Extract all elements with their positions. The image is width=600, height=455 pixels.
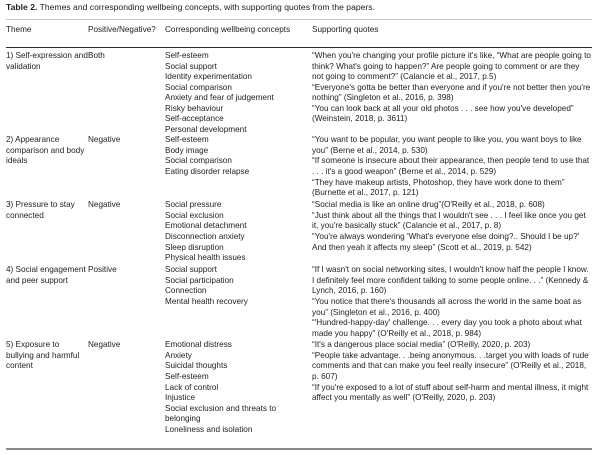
concept-item: Social participation bbox=[165, 275, 234, 285]
concept-item: Emotional distress bbox=[165, 340, 232, 350]
table-caption bbox=[6, 2, 375, 13]
quotes-cell bbox=[312, 340, 592, 435]
concept-item: Social pressure bbox=[165, 200, 222, 210]
quote-item: “People take advantage. . .being anonymous. . .target you with loads of rude comments and that can make you feel really insecure” (O'Reilly et al., 2018, p. 607) bbox=[312, 350, 589, 382]
theme-cell: 3) Pressure to stay connected bbox=[6, 200, 75, 220]
theme-cell: 4) Social engagement and peer support bbox=[6, 265, 86, 285]
concept-item: Self-esteem bbox=[165, 372, 209, 382]
concept-item: Injustice bbox=[165, 393, 196, 403]
concept-item: Lack of control bbox=[165, 382, 219, 392]
themes-table bbox=[6, 23, 592, 435]
concept-item: Loneliness and isolation bbox=[165, 424, 253, 434]
concept-item: Body image bbox=[165, 145, 209, 155]
quotes-cell bbox=[312, 47, 592, 135]
concept-item: Social support bbox=[165, 61, 217, 71]
quote-item: “You notice that there's thousands all across the world in the same boat as you” (Singleton et al., 2016, p. 400) bbox=[312, 297, 582, 317]
quote-item: “Social media is like an online drug”(O'Reilly et al., 2018, p. 608) bbox=[312, 200, 545, 210]
quote-item: “They have makeup artists, Photoshop, they have work done to them” (Burnette et al., 2017, p. 121) bbox=[312, 177, 565, 198]
theme-cell: 2) Appearance comparison and body ideals bbox=[6, 135, 85, 166]
theme-cell: 1) Self-expression and validation bbox=[6, 51, 88, 71]
concepts-cell bbox=[165, 200, 312, 265]
concept-item: Self-esteem bbox=[165, 135, 209, 145]
concept-item: Physical health issues bbox=[165, 253, 246, 263]
quote-item: “If someone is insecure about their appearance, then people tend to use that . . . it's a good weapon” (Berne et al., 2014, p. 529) bbox=[312, 156, 590, 177]
concept-item: Eating disorder relapse bbox=[165, 167, 250, 177]
table-row bbox=[6, 265, 592, 340]
concept-item: Self-acceptance bbox=[165, 114, 224, 124]
concept-item: Personal development bbox=[165, 124, 247, 134]
concept-item: Social exclusion and threats to belonging bbox=[165, 403, 277, 424]
polarity-cell: Negative bbox=[88, 135, 121, 145]
concept-item: Self-esteem bbox=[165, 51, 209, 60]
concept-item: Risky behaviour bbox=[165, 103, 224, 113]
concept-item: Identity experimentation bbox=[165, 72, 252, 82]
concepts-cell bbox=[165, 265, 312, 340]
concept-item: Disconnection anxiety bbox=[165, 232, 245, 242]
quotes-cell bbox=[312, 200, 592, 265]
quote-item: “You're always wondering 'What's everyone else doing?.. Should I be up?' And then yeah it affects my sleep” (Scott et al., 2019, p. 542) bbox=[312, 232, 580, 252]
polarity-cell: Positive bbox=[88, 265, 117, 275]
quote-item: “Just think about all the things that I wouldn't see . . . I feel like once you get it, you're basically stuck” (Calancie et al., 2017, p. 8) bbox=[312, 210, 586, 231]
concept-item: Emotional detachment bbox=[165, 221, 247, 231]
polarity-cell: Negative bbox=[88, 340, 121, 350]
concept-item: Anxiety and fear of judgement bbox=[165, 93, 274, 103]
quote-item: “Everyone's gotta be better than everyone and if you're not better then you're nothing” (Singleton et al., 2016, p. 398) bbox=[312, 82, 591, 103]
quote-item: “You can look back at all your old photos . . . see how you've developed” (Weinstein, 2018, p. 3611) bbox=[312, 103, 574, 124]
header-quotes: Supporting quotes bbox=[312, 25, 379, 34]
theme-cell: 5) Exposure to bullying and harmful content bbox=[6, 340, 80, 371]
quote-item: “If you're exposed to a lot of stuff about self-harm and mental illness, it might affect you mentally as well” (O'Reilly, 2020, p. 203) bbox=[312, 382, 589, 403]
concept-item: Social support bbox=[165, 265, 217, 275]
quote-item: “When you're changing your profile picture it's like, “What are people going to think? What's going to happen?” Are people going to comment or are they not going to comment?” (Calancie et al., 2017, p.5) bbox=[312, 51, 591, 82]
concept-item: Social comparison bbox=[165, 156, 232, 166]
polarity-cell: Both bbox=[88, 51, 105, 60]
quote-item: “If I wasn't on social networking sites, I wouldn't know half the people I know. I definitely feel more confident talking to some people online. . .” (Kennedy & Lynch, 2016, p. 160) bbox=[312, 265, 589, 296]
table-row bbox=[6, 200, 592, 265]
concept-item: Social comparison bbox=[165, 82, 232, 92]
quotes-cell bbox=[312, 135, 592, 200]
concept-item: Suicidal thoughts bbox=[165, 361, 228, 371]
concepts-cell bbox=[165, 340, 312, 435]
table-label: Table 2. bbox=[6, 2, 38, 12]
table-title: Themes and corresponding wellbeing concepts, with supporting quotes from the papers. bbox=[39, 2, 375, 12]
concepts-cell bbox=[165, 47, 312, 135]
concept-item: Social exclusion bbox=[165, 210, 224, 220]
quote-item: “'Hundred-happy-day' challenge. . . every day you took a photo about what made you happy” (O'Reilly et al., 2018, p. 984) bbox=[312, 318, 582, 338]
header-theme: Theme bbox=[6, 25, 32, 34]
concept-item: Mental health recovery bbox=[165, 297, 248, 307]
quote-item: “It's a dangerous place social media” (O'Reilly, 2020, p. 203) bbox=[312, 340, 531, 350]
header-row bbox=[6, 23, 592, 47]
bottom-rule bbox=[6, 448, 592, 450]
header-polarity: Positive/Negative? bbox=[88, 25, 156, 34]
top-rule bbox=[6, 19, 592, 20]
concepts-cell bbox=[165, 135, 312, 200]
quote-item: “You want to be popular, you want people to like you, you want boys to like you” (Berne et al., 2014, p. 530) bbox=[312, 135, 582, 155]
table-row bbox=[6, 340, 592, 435]
table-row bbox=[6, 135, 592, 200]
concept-item: Sleep disruption bbox=[165, 242, 224, 252]
table-row bbox=[6, 47, 592, 135]
concept-item: Connection bbox=[165, 286, 207, 296]
polarity-cell: Negative bbox=[88, 200, 121, 210]
concept-item: Anxiety bbox=[165, 350, 192, 360]
header-concepts: Corresponding wellbeing concepts bbox=[165, 25, 291, 34]
quotes-cell bbox=[312, 265, 592, 340]
